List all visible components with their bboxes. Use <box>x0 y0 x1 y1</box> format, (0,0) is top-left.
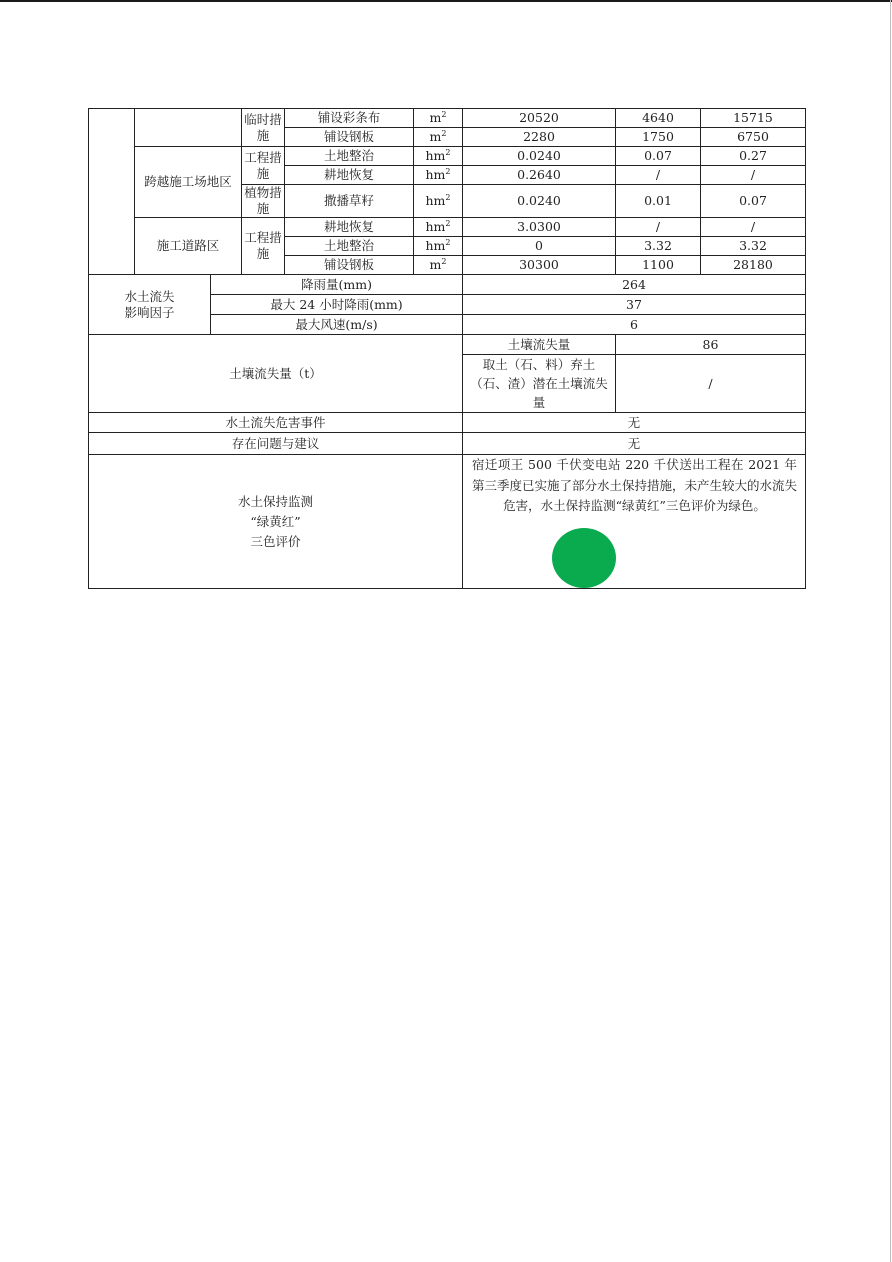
table-row <box>89 275 806 295</box>
cumulative-value-cell: / <box>701 166 806 185</box>
unit-cell: $hm^2$ <box>414 185 463 218</box>
measure-name-cell: 土地整治 <box>285 147 414 166</box>
completed-value-cell: / <box>616 166 701 185</box>
table-row <box>89 218 806 237</box>
completed-value-cell: 1100 <box>616 256 701 275</box>
area-blank-cell <box>135 109 242 147</box>
unit-cell: $hm^2$ <box>414 166 463 185</box>
design-value-cell: 2280 <box>463 128 616 147</box>
cumulative-value-cell: 3.32 <box>701 237 806 256</box>
monitoring-table <box>88 108 806 589</box>
issues-label-cell: 存在问题与建议 <box>89 433 463 455</box>
measure-type-cell: 植物措施 <box>242 185 285 218</box>
cumulative-value-cell: 15715 <box>701 109 806 128</box>
completed-value-cell: 0.07 <box>616 147 701 166</box>
design-value-cell: 3.0300 <box>463 218 616 237</box>
factor-name-cell: 最大 24 小时降雨(mm) <box>211 295 463 315</box>
design-value-cell: 0.0240 <box>463 147 616 166</box>
completed-value-cell: 3.32 <box>616 237 701 256</box>
region-blank-cell <box>89 109 135 275</box>
potential-soil-loss-label-cell: 取土（石、料）弃土（石、渣）潜在土壤流失量 <box>463 355 616 413</box>
completed-value-cell: 4640 <box>616 109 701 128</box>
measure-type-cell: 工程措施 <box>242 218 285 275</box>
factor-value-cell: 37 <box>463 295 806 315</box>
unit-cell: $hm^2$ <box>414 218 463 237</box>
evaluation-label-cell: 水土保持监测 “绿黄红” 三色评价 <box>89 455 463 589</box>
page-top-border <box>0 0 892 2</box>
soil-loss-amount-value-cell: 86 <box>616 335 806 355</box>
completed-value-cell: 0.01 <box>616 185 701 218</box>
measure-name-cell: 耕地恢复 <box>285 218 414 237</box>
hazard-label-cell: 水土流失危害事件 <box>89 413 463 433</box>
factor-value-cell: 6 <box>463 315 806 335</box>
potential-soil-loss-value-cell: / <box>616 355 806 413</box>
evaluation-content-cell <box>463 455 806 589</box>
table-row <box>89 109 806 128</box>
unit-cell: $hm^2$ <box>414 147 463 166</box>
measure-name-cell: 耕地恢复 <box>285 166 414 185</box>
table-row <box>89 433 806 455</box>
design-value-cell: 0.0240 <box>463 185 616 218</box>
unit-cell: $m^2$ <box>414 128 463 147</box>
measure-name-cell: 土地整治 <box>285 237 414 256</box>
measure-name-cell: 铺设钢板 <box>285 128 414 147</box>
cumulative-value-cell: 28180 <box>701 256 806 275</box>
cumulative-value-cell: 0.27 <box>701 147 806 166</box>
measure-name-cell: 铺设彩条布 <box>285 109 414 128</box>
evaluation-text: 宿迁项王 500 千伏变电站 220 千伏送出工程在 2021 年第三季度已实施了部分水土保持措施，未产生较大的水流失危害，水土保持监测“绿黄红”三色评价为绿色。 <box>472 457 798 513</box>
table-row <box>89 455 806 589</box>
unit-cell: $hm^2$ <box>414 237 463 256</box>
factors-label-cell: 水土流失 影响因子 <box>89 275 211 335</box>
issues-value-cell: 无 <box>463 433 806 455</box>
completed-value-cell: 1750 <box>616 128 701 147</box>
factor-name-cell: 降雨量(mm) <box>211 275 463 295</box>
measure-type-cell: 工程措施 <box>242 147 285 185</box>
factor-value-cell: 264 <box>463 275 806 295</box>
hazard-value-cell: 无 <box>463 413 806 433</box>
area-label-cell: 跨越施工场地区 <box>135 147 242 218</box>
table-row <box>89 147 806 166</box>
design-value-cell: 0 <box>463 237 616 256</box>
area-label-cell: 施工道路区 <box>135 218 242 275</box>
page-right-edge <box>890 0 891 1262</box>
table-row <box>89 335 806 355</box>
design-value-cell: 0.2640 <box>463 166 616 185</box>
measure-name-cell: 铺设钢板 <box>285 256 414 275</box>
unit-cell: $m^2$ <box>414 109 463 128</box>
cumulative-value-cell: 6750 <box>701 128 806 147</box>
table-row <box>89 413 806 433</box>
cumulative-value-cell: / <box>701 218 806 237</box>
soil-loss-label-cell: 土壤流失量（t） <box>89 335 463 413</box>
design-value-cell: 20520 <box>463 109 616 128</box>
green-rating-indicator <box>552 528 616 588</box>
design-value-cell: 30300 <box>463 256 616 275</box>
factor-name-cell: 最大风速(m/s) <box>211 315 463 335</box>
completed-value-cell: / <box>616 218 701 237</box>
cumulative-value-cell: 0.07 <box>701 185 806 218</box>
measure-name-cell: 撒播草籽 <box>285 185 414 218</box>
unit-cell: $m^2$ <box>414 256 463 275</box>
measure-type-cell: 临时措施 <box>242 109 285 147</box>
soil-loss-amount-label-cell: 土壤流失量 <box>463 335 616 355</box>
